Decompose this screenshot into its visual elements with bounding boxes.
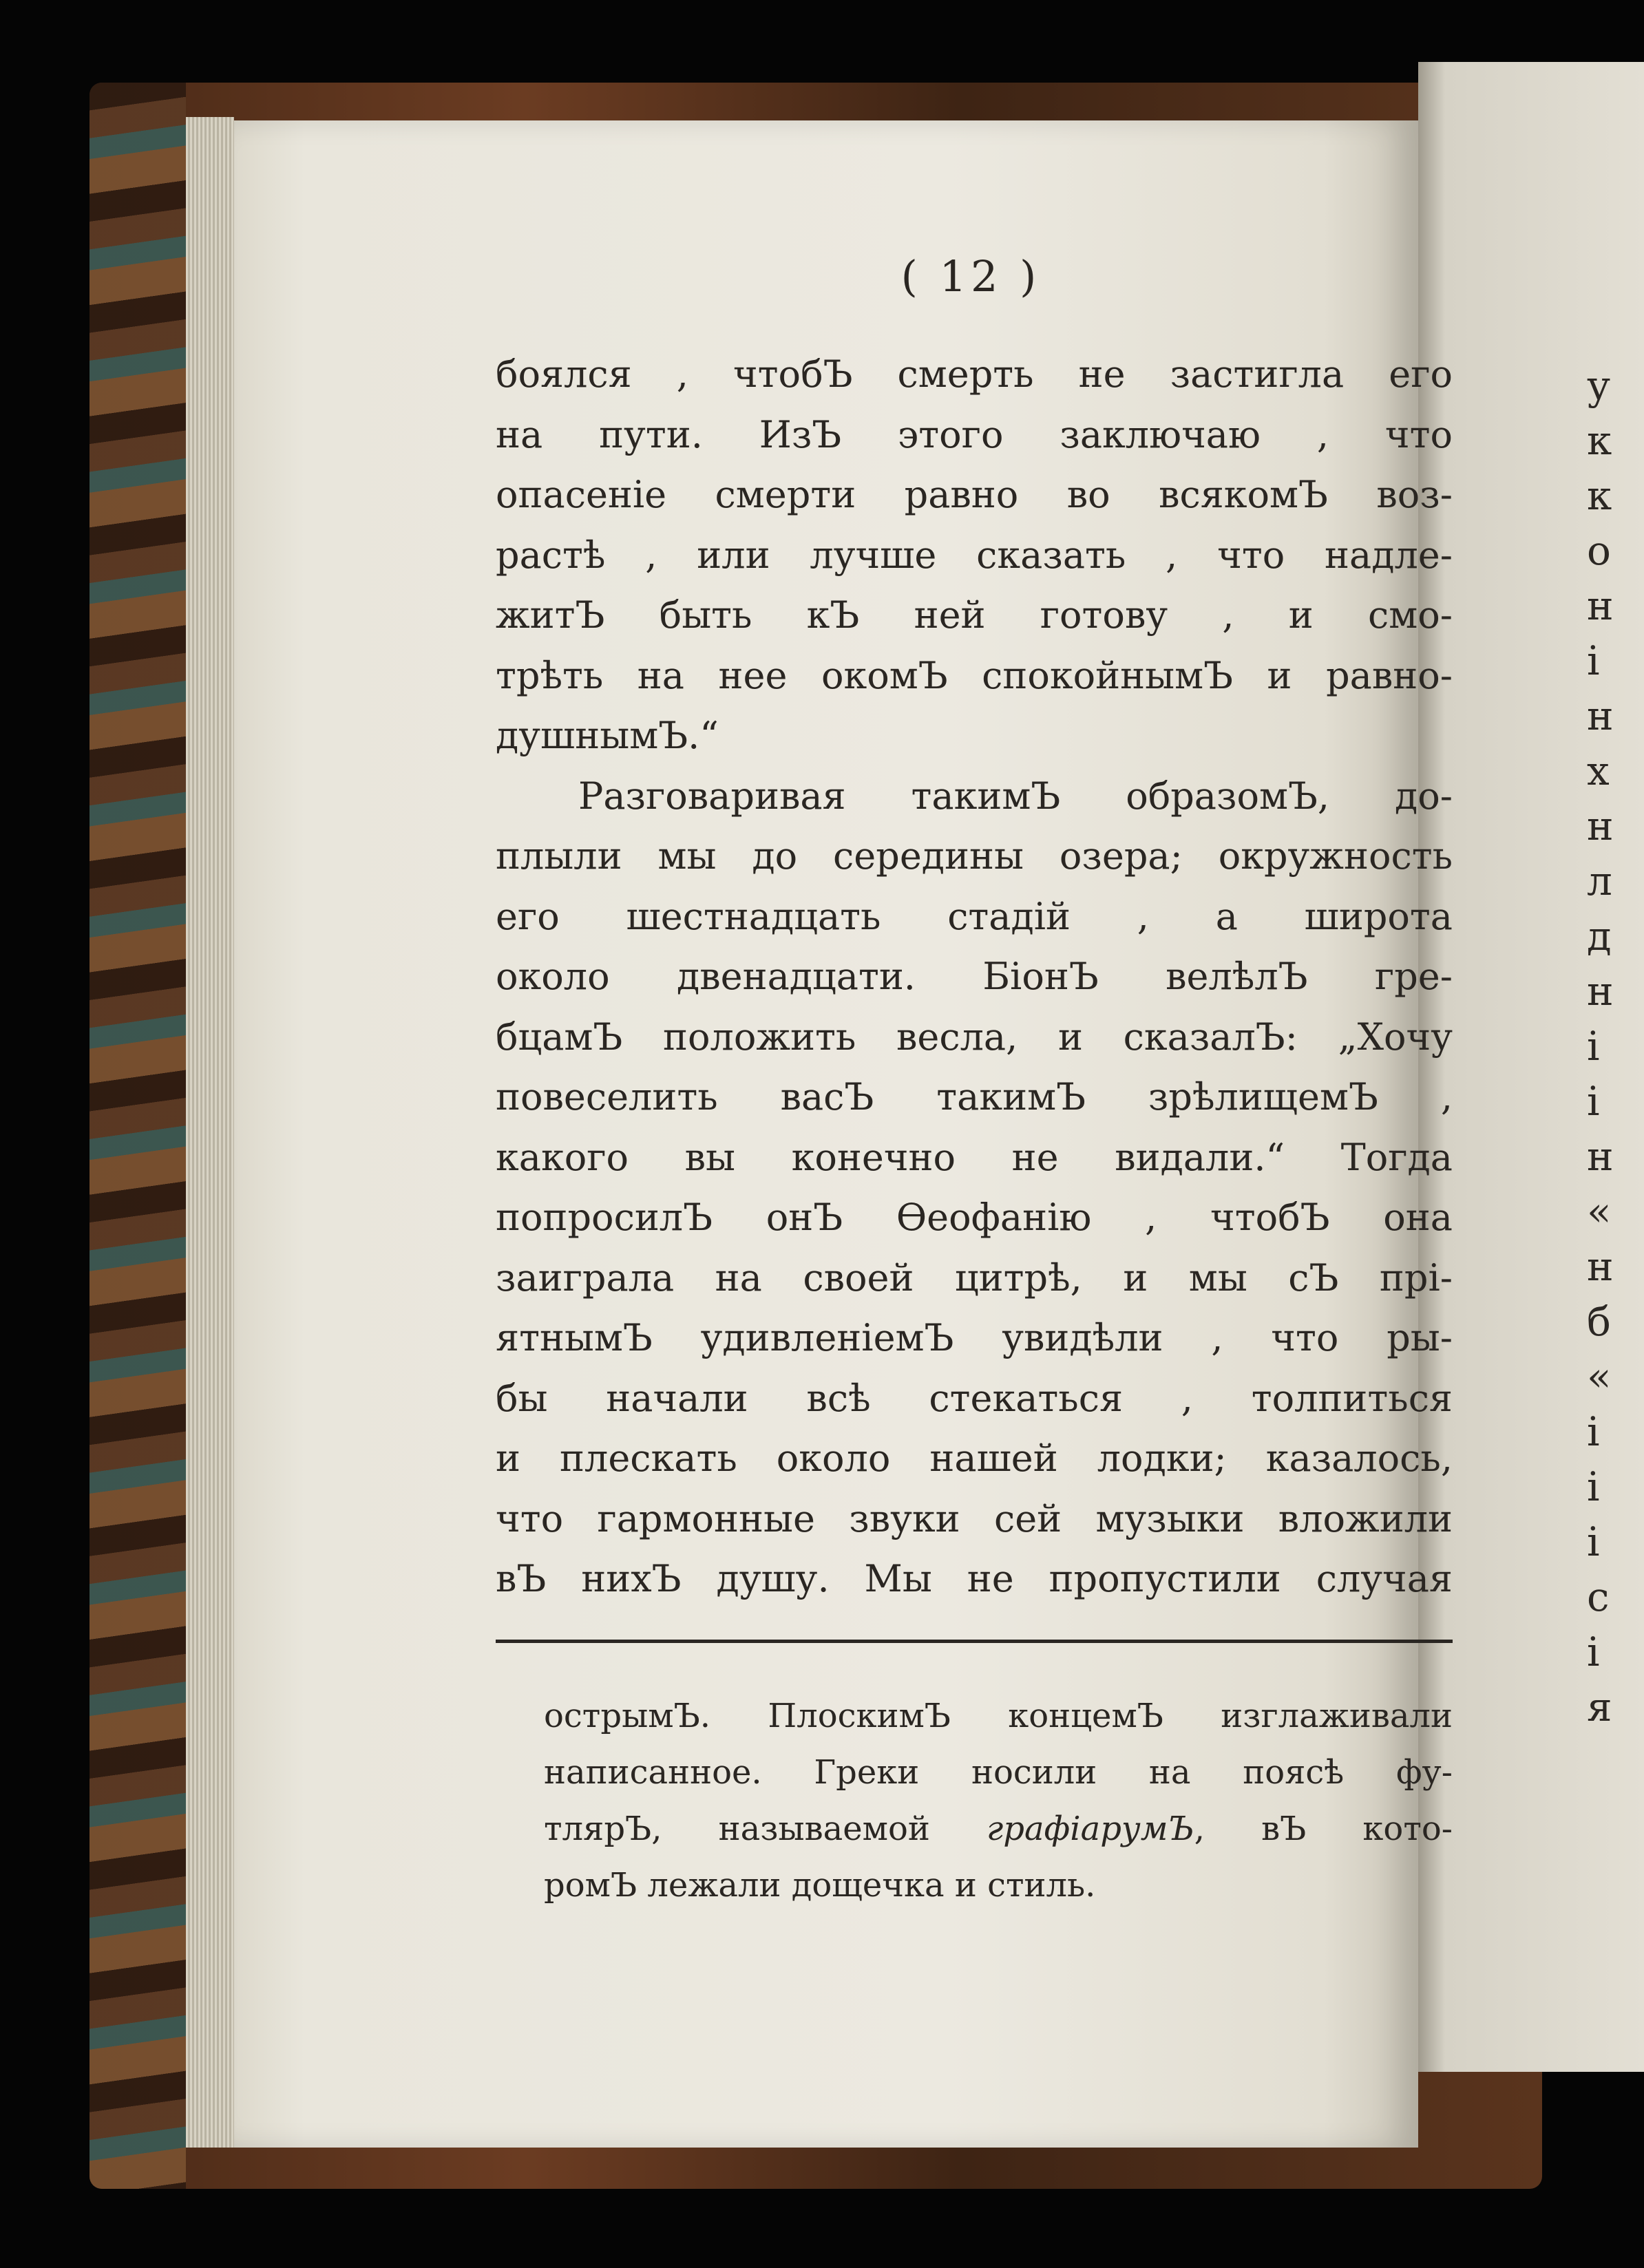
text-line: повеселить васЪ такимЪ зрѣлищемЪ , — [496, 1075, 1453, 1119]
main-text — [496, 344, 1453, 1609]
facing-page-letter: д — [1587, 913, 1612, 960]
facing-page-letter: к — [1587, 417, 1612, 464]
text-line: житЪ быть кЪ ней готову , и смо- — [496, 593, 1453, 637]
facing-page-letter: н — [1587, 582, 1614, 629]
footnote-text: , вЪ кото- — [1194, 1810, 1453, 1848]
marbled-cover-edge — [89, 83, 186, 2189]
footnote-line: написанное. Греки носили на поясѣ фу- — [544, 1753, 1453, 1792]
facing-page-letter: і — [1587, 1463, 1600, 1510]
text-line: что гармонные звуки сей музыки вложили — [496, 1496, 1453, 1540]
text-line: на пути. ИзЪ этого заключаю , что — [496, 412, 1453, 456]
page-edges — [186, 117, 234, 2148]
facing-page-letter: н — [1587, 1243, 1614, 1290]
footnote-line: ромЪ лежали дощечка и стиль. — [544, 1866, 1096, 1905]
text-line: бцамЪ положить весла, и сказалЪ: „Хочу — [496, 1015, 1453, 1059]
text-line: опасеніе смерти равно во всякомЪ воз- — [496, 473, 1453, 516]
facing-page-letter: і — [1587, 1518, 1600, 1565]
facing-page-letter: б — [1587, 1298, 1611, 1345]
facing-page-letter: н — [1587, 692, 1614, 739]
footnote — [544, 1688, 1453, 1914]
facing-page-letter: н — [1587, 803, 1614, 849]
footnote-italic-term: графіарумЪ — [987, 1810, 1194, 1848]
text-line: вЪ нихЪ душу. Мы не пропустили случая — [496, 1557, 1453, 1600]
text-line: боялся , чтобЪ смерть не застигла его — [496, 352, 1453, 396]
facing-page-letter: к — [1587, 472, 1612, 519]
footnote-line: острымЪ. ПлоскимЪ концемЪ изглаживали — [544, 1697, 1453, 1735]
text-line: его шестнадцать стадій , а широта — [496, 894, 1453, 938]
facing-page-letter: і — [1587, 1629, 1600, 1675]
facing-page-letter: « — [1587, 1188, 1612, 1235]
text-line: растѣ , или лучше сказать , что надле- — [496, 533, 1453, 577]
facing-page-letter: о — [1587, 527, 1611, 574]
facing-page-letter: у — [1587, 362, 1611, 409]
text-line: трѣть на нее окомЪ спокойнымЪ и равно- — [496, 653, 1453, 697]
facing-page-letter: н — [1587, 1133, 1614, 1180]
facing-page-letter: л — [1587, 858, 1612, 904]
facing-page-text — [1587, 358, 1642, 1735]
facing-page-letter: н — [1587, 968, 1614, 1015]
text-line: попросилЪ онЪ Ѳеофанію , чтобЪ она — [496, 1196, 1453, 1239]
facing-page-letter: і — [1587, 1023, 1600, 1070]
text-line: ятнымЪ удивленіемЪ увидѣли , что ры- — [496, 1316, 1453, 1359]
text-line: какого вы конечно не видали.“ Тогда — [496, 1135, 1453, 1179]
facing-page-letter: і — [1587, 1078, 1600, 1125]
footnote-text: тлярЪ, называемой — [544, 1810, 930, 1848]
text-line: плыли мы до середины озера; окружность — [496, 834, 1453, 878]
facing-page-letter: і — [1587, 1408, 1600, 1455]
text-line: и плескать около нашей лодки; казалось, — [496, 1437, 1453, 1480]
text-line: бы начали всѣ стекаться , толпиться — [496, 1376, 1453, 1420]
facing-page-letter: і — [1587, 637, 1600, 684]
page-number: ( 12 ) — [900, 251, 1041, 301]
facing-page-letter: я — [1587, 1684, 1612, 1730]
facing-page-letter: « — [1587, 1353, 1612, 1400]
text-line: душнымЪ.“ — [496, 714, 719, 757]
text-line: около двенадцати. БіонЪ велѣлЪ гре- — [496, 955, 1453, 998]
text-line: заиграла на своей цитрѣ, и мы сЪ прі- — [496, 1255, 1453, 1300]
facing-page-letter: с — [1587, 1573, 1610, 1620]
footnote-rule — [496, 1640, 1453, 1643]
facing-page-letter: х — [1587, 748, 1610, 794]
text-line: Разговаривая такимЪ образомЪ, до- — [578, 774, 1453, 818]
footnote-line — [544, 1801, 1453, 1857]
